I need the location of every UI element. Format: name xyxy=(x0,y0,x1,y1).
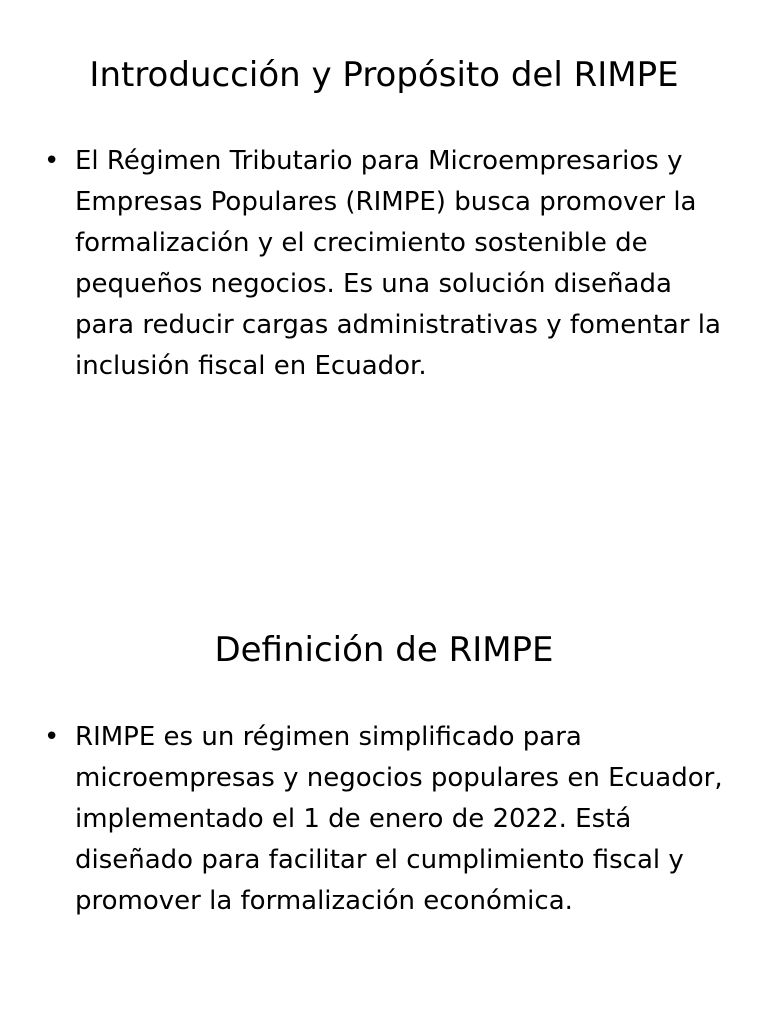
slide-title: Introducción y Propósito del RIMPE xyxy=(89,55,679,95)
bullet-item xyxy=(44,141,734,387)
bullet-list xyxy=(44,141,734,387)
bullet-text: RIMPE es un régimen simplificado para microempresas y negocios populares en Ecuador, implementado el 1 de enero de 2022. Está diseñado para facilitar el cumplimiento fiscal y promover la formalización económica. xyxy=(75,722,723,916)
slide-definicion xyxy=(0,578,768,1024)
bullet-marker: • xyxy=(44,146,60,176)
bullet-marker: • xyxy=(44,722,60,752)
bullet-list xyxy=(44,717,734,922)
slide-title: Definición de RIMPE xyxy=(214,630,554,670)
bullet-item xyxy=(44,717,734,922)
bullet-text: El Régimen Tributario para Microempresarios y Empresas Populares (RIMPE) busca promover la formalización y el crecimiento sostenible de pequeños negocios. Es una solución diseñada para reducir cargas administrativas y fomentar la inclusión fiscal en Ecuador. xyxy=(75,146,721,381)
